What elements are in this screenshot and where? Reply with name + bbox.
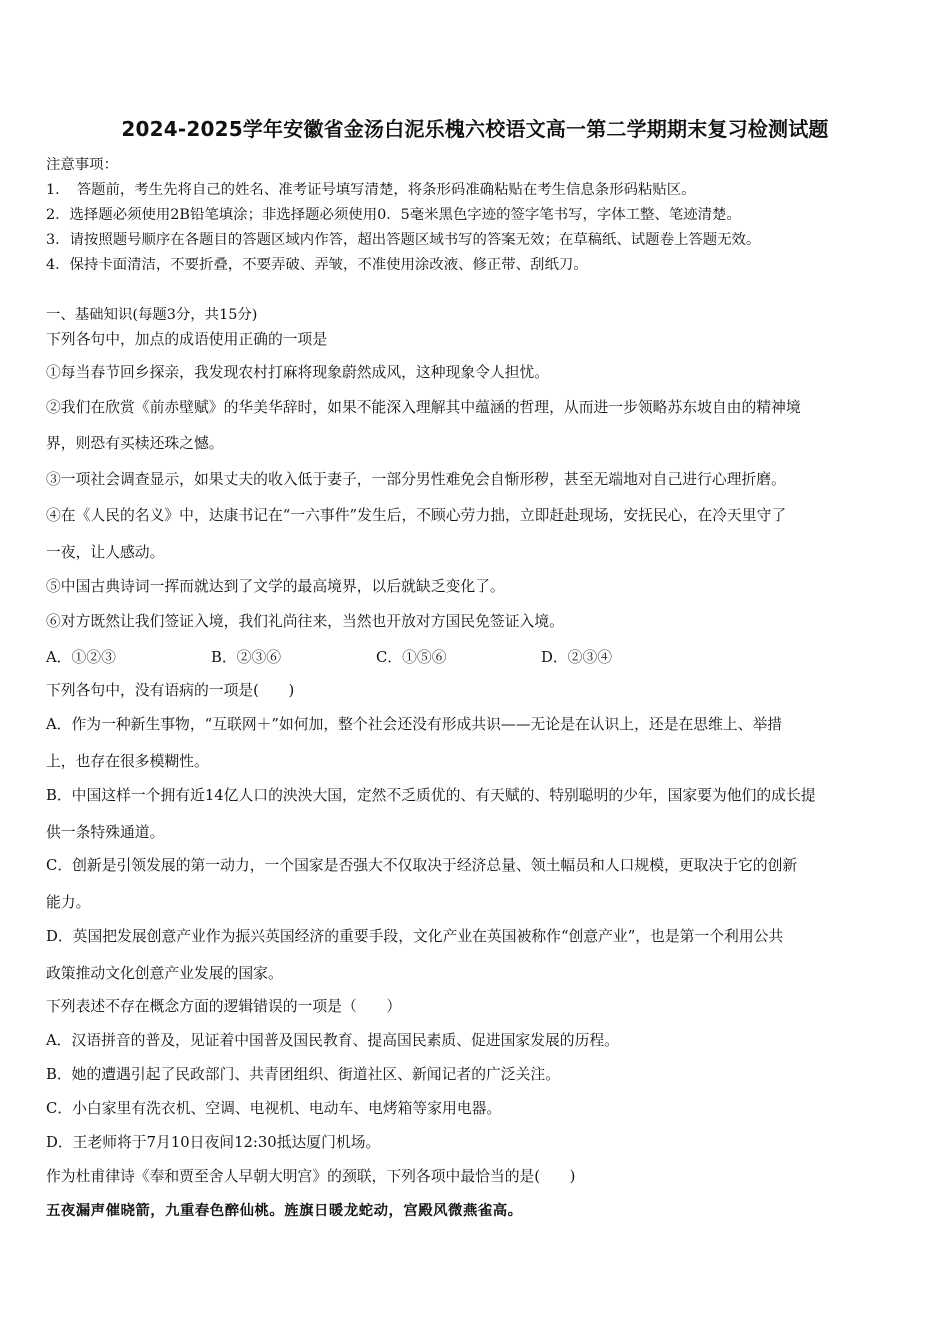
question-1-line: ③一项社会调查显示，如果丈夫的收入低于妻子，一部分男性难免会自惭形秽，甚至无端地对自己进行心理折磨。 — [46, 471, 786, 488]
notice-item-1: 1． 答题前，考生先将自己的姓名、准考证号填写清楚，将条形码准确粘贴在考生信息条形码粘贴区。 — [46, 182, 696, 198]
question-1-line: ②我们在欣赏《前赤壁赋》的华美华辞时，如果不能深入理解其中蕴涵的哲理，从而进一步领略苏东坡自由的精神境 — [46, 399, 801, 416]
question-2-line: 能力。 — [46, 894, 91, 911]
question-1-option-c: C．①⑤⑥ — [376, 649, 447, 666]
notice-heading: 注意事项： — [46, 157, 118, 173]
question-2-line: 政策推动文化创意产业发展的国家。 — [46, 965, 283, 982]
question-1-line: ①每当春节回乡探亲，我发现农村打麻将现象蔚然成风，这种现象令人担忧。 — [46, 364, 550, 381]
notice-item-2: 2．选择题必须使用2B铅笔填涂；非选择题必须使用0．5毫米黑色字迹的签字笔书写，字体工整、笔迹清楚。 — [46, 207, 741, 223]
question-1-line: ④在《人民的名义》中，达康书记在“一六事件”发生后，不顾心劳力拙，立即赶赴现场，安抚民心，在冷天里守了 — [46, 507, 787, 524]
page-title: 2024-2025学年安徽省金汤白泥乐槐六校语文高一第二学期期末复习检测试题 — [121, 117, 829, 141]
question-1-line: ⑥对方既然让我们签证入境，我们礼尚往来，当然也开放对方国民免签证入境。 — [46, 613, 564, 630]
question-1-option-a: A．①②③ — [46, 649, 116, 666]
question-3-line: D．王老师将于7月10日夜间12:30抵达厦门机场。 — [46, 1134, 381, 1151]
question-1-option-b: B．②③⑥ — [211, 649, 282, 666]
question-1-line: ⑤中国古典诗词一挥而就达到了文学的最高境界，以后就缺乏变化了。 — [46, 578, 505, 595]
question-1-line: 界，则恐有买椟还珠之憾。 — [46, 435, 224, 452]
question-3-line: C．小白家里有洗衣机、空调、电视机、电动车、电烤箱等家用电器。 — [46, 1100, 502, 1117]
question-2-line: 供一条特殊通道。 — [46, 824, 165, 841]
question-4-poem: 五夜漏声催晓箭，九重春色醉仙桃。旌旗日暖龙蛇动，宫殿风微燕雀高。 — [46, 1202, 523, 1219]
question-2-line: A．作为一种新生事物，“互联网＋”如何加，整个社会还没有形成共识——无论是在认识上，还是在思维上、举措 — [46, 716, 783, 733]
notice-item-4: 4．保持卡面清洁，不要折叠，不要弄破、弄皱，不准使用涂改液、修正带、刮纸刀。 — [46, 257, 588, 273]
question-2-line: D．英国把发展创意产业作为振兴英国经济的重要手段，文化产业在英国被称作“创意产业”，也是第一个利用公共 — [46, 928, 784, 945]
question-3-stem: 下列表述不存在概念方面的逻辑错误的一项是（ ） — [46, 998, 402, 1015]
question-1-line: 一夜，让人感动。 — [46, 544, 165, 561]
question-4-stem: 作为杜甫律诗《奉和贾至舍人早朝大明宫》的颈联，下列各项中最恰当的是( ) — [46, 1168, 576, 1185]
notice-item-3: 3．请按照题号顺序在各题目的答题区域内作答，超出答题区域书写的答案无效；在草稿纸、试题卷上答题无效。 — [46, 232, 761, 248]
question-2-line: 上，也存在很多模糊性。 — [46, 753, 209, 770]
question-2-line: B．中国这样一个拥有近14亿人口的泱泱大国，定然不乏质优的、有天赋的、特别聪明的少年，国家要为他们的成长提 — [46, 787, 816, 804]
question-2-stem: 下列各句中，没有语病的一项是( ) — [46, 682, 295, 699]
question-1-option-d: D．②③④ — [541, 649, 613, 666]
question-2-line: C．创新是引领发展的第一动力，一个国家是否强大不仅取决于经济总量、领土幅员和人口规模，更取决于它的创新 — [46, 857, 798, 874]
question-1-stem: 下列各句中，加点的成语使用正确的一项是 — [46, 331, 328, 348]
section-heading: 一、基础知识(每题3分，共15分) — [46, 307, 258, 323]
question-3-line: B．她的遭遇引起了民政部门、共青团组织、街道社区、新闻记者的广泛关注。 — [46, 1066, 560, 1083]
question-3-line: A．汉语拼音的普及，见证着中国普及国民教育、提高国民素质、促进国家发展的历程。 — [46, 1032, 619, 1049]
